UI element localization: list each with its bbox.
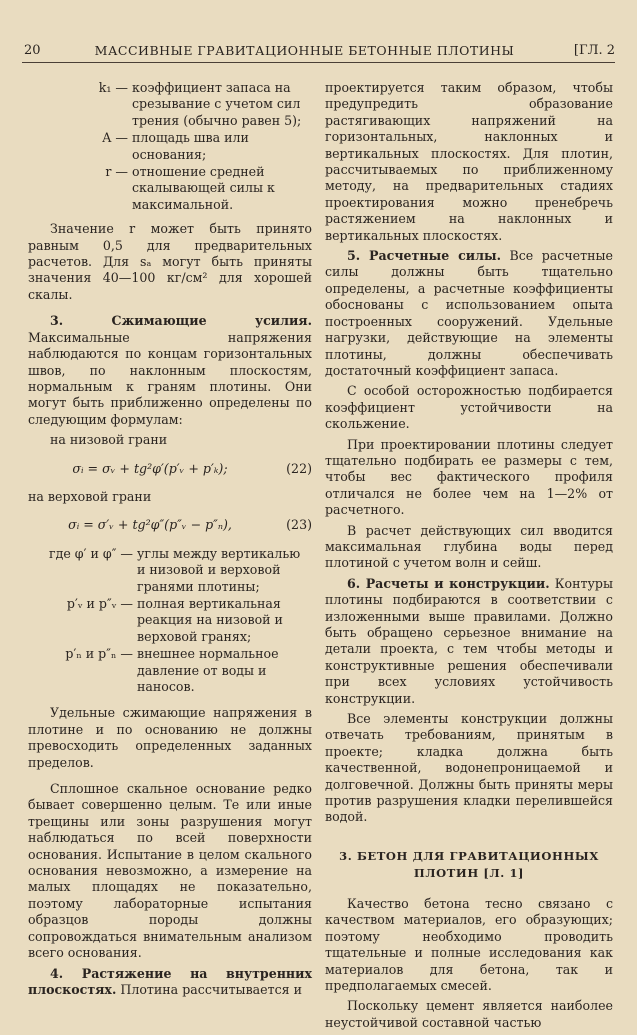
section-title: 4. Растяжение на внутренних плоскостях.: [28, 965, 312, 997]
section-3-paragraph: 3. Сжимающие усилия. Максимальные напряжения наблюдаются по концам горизонтальных швов, по наклонным плоскостям, нормальным к граням плотины. Они могут быть приближенно определены по следующим формулам:: [28, 313, 312, 427]
definition-item: p′ₙ и p″ₙ — внешнее нормальное давление от воды и наносов.: [65, 646, 279, 694]
paragraph: При проектировании плотины следует тщательно подбирать ее размеры с тем, чтобы вес фактического профиля отличался не более чем на 1—2% от расчетного.: [325, 436, 613, 518]
chapter-label: [ГЛ. 2: [573, 42, 615, 58]
definition-item: где φ′ и φ″ — углы между вертикалью и низовой и верховой гранями плотины;: [48, 545, 301, 594]
section-4-paragraph: 4. Растяжение на внутренних плоскостях. Плотина рассчитывается и: [28, 965, 312, 997]
formula-22: [28, 461, 312, 477]
definition-item: k₁ — коэффициент запаса на срезывание с учетом сил трения (обычно равен 5);: [98, 80, 302, 128]
section-6-paragraph: 6. Расчеты и конструкции. Контуры плотины подбираются в соответствии с изложенными выше правилами. Должно быть обращено серьезное внимание на детали проекта, с тем чтобы методы и конструктивные решения обеспечивали при всех условиях устойчивость конструкции.: [325, 575, 613, 706]
formula-label: на верховой грани: [28, 488, 152, 504]
definition-item: p′ᵥ и p″ᵥ — полная вертикальная реакция на низовой и верховой гранях;: [66, 595, 283, 644]
formula-number: (22): [286, 460, 312, 476]
left-column: [28, 80, 312, 1002]
paragraph: Поскольку цемент является наиболее неустойчивой составной частью: [325, 998, 613, 1030]
paragraph: проектируется таким образом, чтобы предупредить образование растягивающих напряжений на горизонтальных, наклонных и вертикальных плоскостях. Для плотин, рассчитываемых по приближенному методу, на предварительных стадиях проектирования можно пренебречь растяжением на наклонных и вертикальных плоскостях.: [325, 80, 613, 243]
definition-item: A — площадь шва или основания;: [102, 130, 249, 162]
paragraph: Все элементы конструкции должны отвечать требованиям, принятым в проекте; кладка должна быть качественной, водонепроницаемой и долговечной. Должны быть приняты меры против разрушения кладки перелившейся водой.: [325, 711, 613, 825]
formula-expression: σᵢ = σ′ᵥ + tg²φ″(p″ᵥ − p″ₙ),: [68, 517, 232, 533]
formula-23: [28, 517, 312, 533]
paragraph: Качество бетона тесно связано с качеством материалов, его образующих; поэтому необходимо проводить тщательные и полные исследования как материалов для бетона, так и предполагаемых смесей.: [325, 895, 613, 993]
formula-label: на низовой грани: [50, 432, 168, 448]
section-title: 6. Расчеты и конструкции.: [347, 575, 550, 591]
page-number: 20: [24, 42, 41, 58]
definition-item: r — отношение средней скалывающей силы к максимальной.: [105, 164, 275, 212]
formula-number: (23): [286, 517, 312, 533]
paragraph: Значение r может быть принято равным 0,5 для предварительных расчетов. Для sₐ могут быть приняты значения 40—100 кг/см² для хорошей скалы.: [28, 221, 312, 302]
chapter-section-heading: 3. БЕТОН ДЛЯ ГРАВИТАЦИОННЫХ ПЛОТИН [Л. 1]: [339, 848, 599, 880]
running-header: [24, 40, 615, 60]
paragraph: Сплошное скальное основание редко бывает совершенно целым. Те или иные трещины или зоны разрушения могут наблюдаться по всей поверхности основания. Испытание в целом скального основания невозможно, а измерение на малых площадях не показательно, поэтому лабораторные испытания образцов породы должны сопровождаться внимательным анализом всего основания.: [28, 781, 312, 961]
section-5-paragraph: 5. Расчетные силы. Все расчетные силы должны быть тщательно определены, а расчетные коэффициенты обоснованы с использованием опыта построенных сооружений. Удельные нагрузки, действующие на элементы плотины, должны обеспечивать достаточный коэффициент запаса.: [325, 248, 613, 378]
paragraph: В расчет действующих сил вводится максимальная глубина воды перед плотиной с учетом волн и сейш.: [325, 522, 613, 571]
right-column: [325, 80, 613, 1035]
paragraph: Удельные сжимающие напряжения в плотине и по основанию не должны превосходить определенных заданных пределов.: [28, 705, 312, 770]
section-title: 5. Расчетные силы.: [347, 248, 501, 264]
formula-expression: σᵢ = σᵥ + tg²φ′(p′ᵥ + p′ₖ);: [72, 460, 228, 476]
paragraph: С особой осторожностью подбирается коэффициент устойчивости на скольжение.: [325, 383, 613, 432]
section-title: 3. Сжимающие усилия.: [50, 313, 312, 329]
header-rule: [22, 62, 615, 63]
running-title: МАССИВНЫЕ ГРАВИТАЦИОННЫЕ БЕТОННЫЕ ПЛОТИНЫ: [94, 42, 515, 58]
